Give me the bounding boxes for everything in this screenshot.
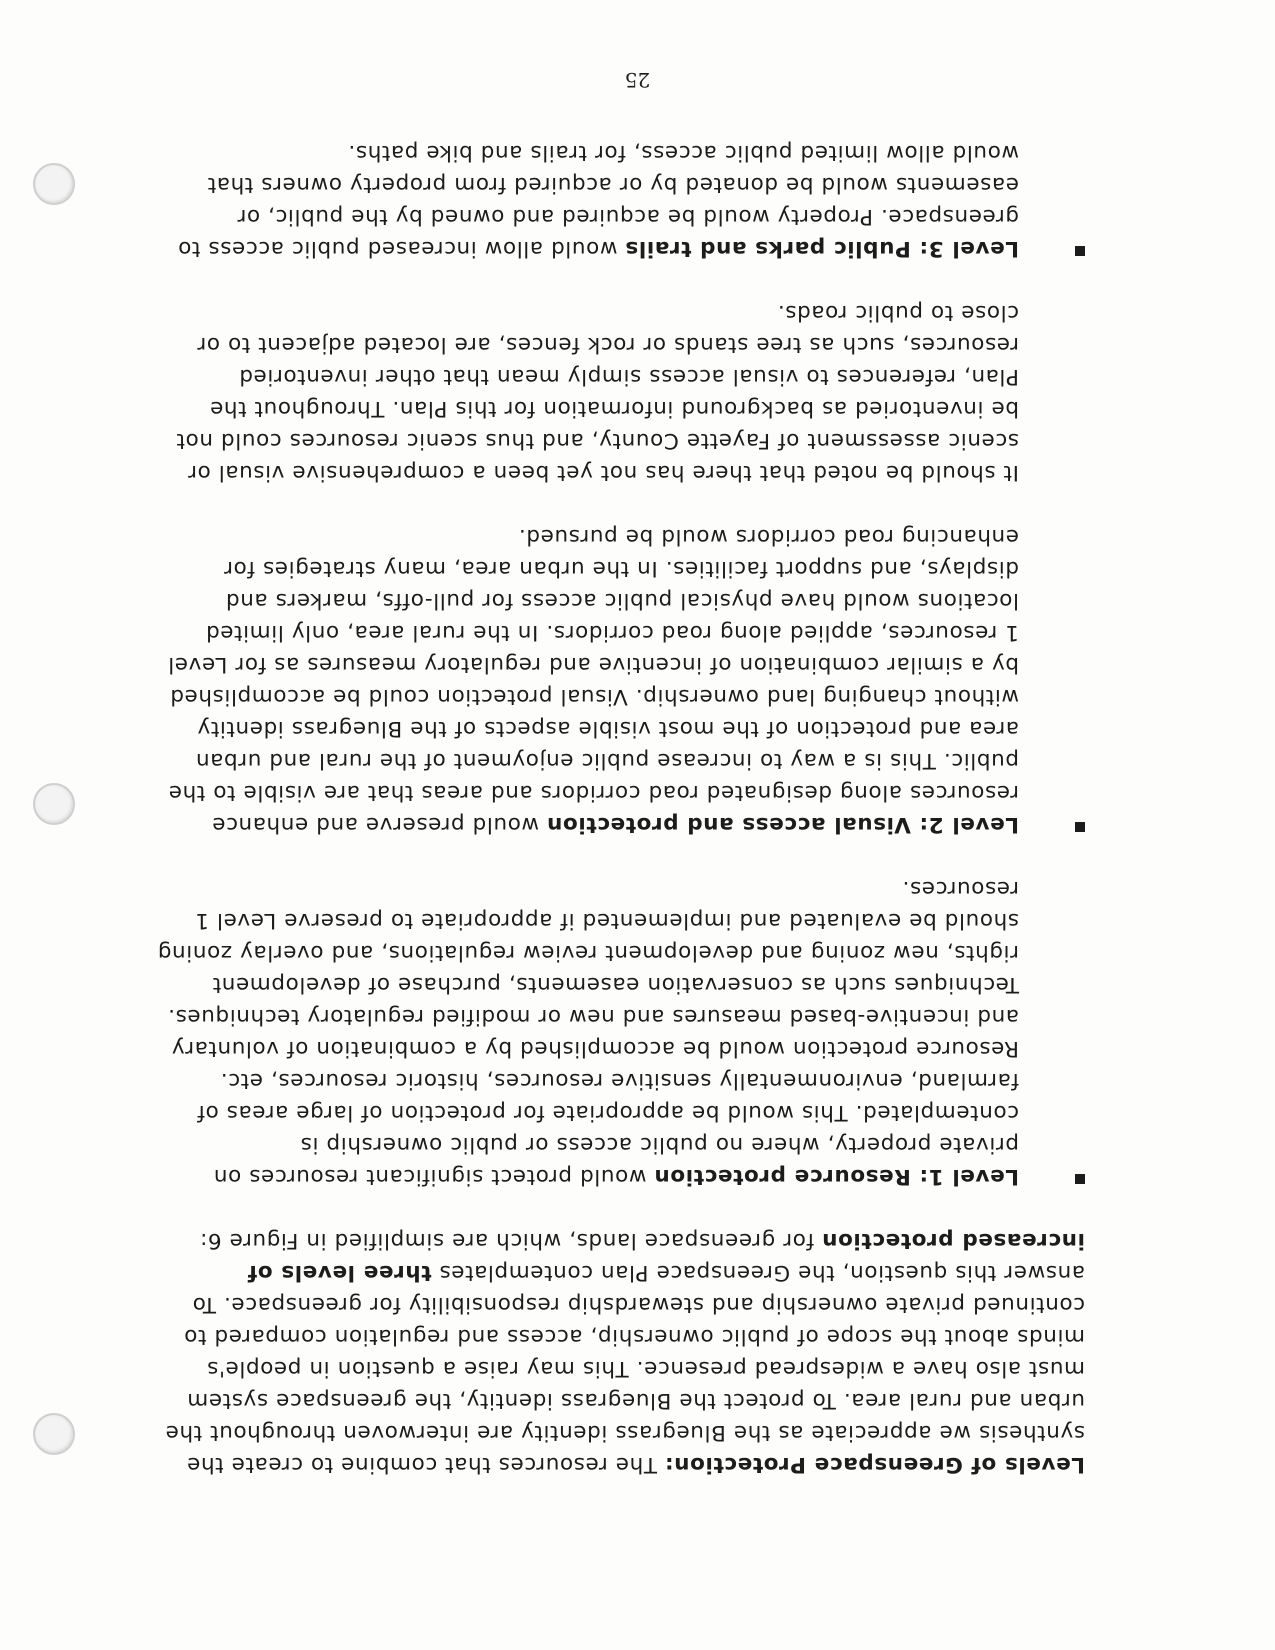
list-item-level-3 <box>155 136 1085 264</box>
level-2-note-paragraph: It should be noted that there has not yet been a comprehensive visual or scenic assessment of Fayette County, and thus scenic resources could not be inventoried as background information for this Plan. Throughout the Plan, references to visual access simply mean that other inventoried resources, such as tree stands or rock fences, are located adjacent to or close to public roads. <box>175 300 1019 485</box>
intro-paragraph <box>155 1224 1085 1480</box>
level-2-prefix: Level 2: <box>910 812 1019 837</box>
square-bullet-icon <box>1075 822 1085 832</box>
intro-text-2: for greenspace lands, which are simplified in Figure 6: <box>199 1228 822 1253</box>
document-body <box>155 104 1085 1480</box>
level-1-title: Resource protection <box>653 1164 911 1189</box>
binder-hole-middle <box>33 783 75 825</box>
level-1-prefix: Level 1: <box>910 1164 1019 1189</box>
square-bullet-icon <box>1075 246 1085 256</box>
square-bullet-icon <box>1075 1174 1085 1184</box>
binder-hole-top <box>33 1413 75 1455</box>
page-number: 25 <box>624 68 651 92</box>
level-2-text: would preserve and enhance resources along designated road corridors and areas that are visible to the public. This is a way to increase public enjoyment of the rural and urban area and protection of the most visible aspects of the Bluegrass identity without changing land ownership. Visual protection could be accomplished by a similar combination of incentive and regulatory measures as for Level 1 resources, applied along road corridors. In the rural area, only limited locations would have physical public access for pull-offs, markers and displays, and support facilities. In the urban area, many strategies for enhancing road corridors would be pursued. <box>167 524 1019 837</box>
level-3-paragraph <box>155 136 1019 264</box>
level-1-text: would protect significant resources on private property, where no public access or public ownership is contemplated. This would be appropriate for protection of large areas of farmland, environmentally sensitive resources, historic resources, etc. Resource protection would be accomplished by a combination of voluntary and incentive-based measures and new or modified regulatory techniques. Techniques such as conservation easements, purchase of development rights, new zoning and development review regulations, and overlay zoning should be evaluated and implemented if appropriate to preserve Level 1 resources. <box>157 876 1019 1189</box>
level-2-paragraph <box>155 520 1019 840</box>
level-3-title: Public parks and trails <box>624 236 911 261</box>
binder-hole-bottom <box>33 163 75 205</box>
list-item-level-1 <box>155 872 1085 1192</box>
levels-list <box>155 136 1085 1192</box>
intro-text-1: The resources that combine to create the synthesis we appreciate as the Bluegrass identity are interwoven throughout the urban and rural area. To protect the Bluegrass identity, the greenspace system must also have a widespread presence. This may raise a question in people's minds about the scope of public ownership, access and regulation compared to continued private ownership and stewardship responsibility for greenspace. To answer this question, the Greenspace Plan contemplates <box>165 1260 1085 1477</box>
list-item-level-2 <box>155 296 1085 840</box>
level-1-paragraph <box>155 872 1019 1192</box>
level-2-title: Visual access and protection <box>546 812 911 837</box>
level-3-text: would allow increased public access to greenspace. Property would be acquired and owned by the public, or easements would be donated by or acquired from property owners that would allow limited public access, for trails and bike paths. <box>177 140 1019 261</box>
level-3-prefix: Level 3: <box>910 236 1019 261</box>
section-heading: Levels of Greenspace Protection: <box>664 1452 1085 1477</box>
intro-bold-phrase: three levels of increased protection <box>247 1228 1085 1285</box>
